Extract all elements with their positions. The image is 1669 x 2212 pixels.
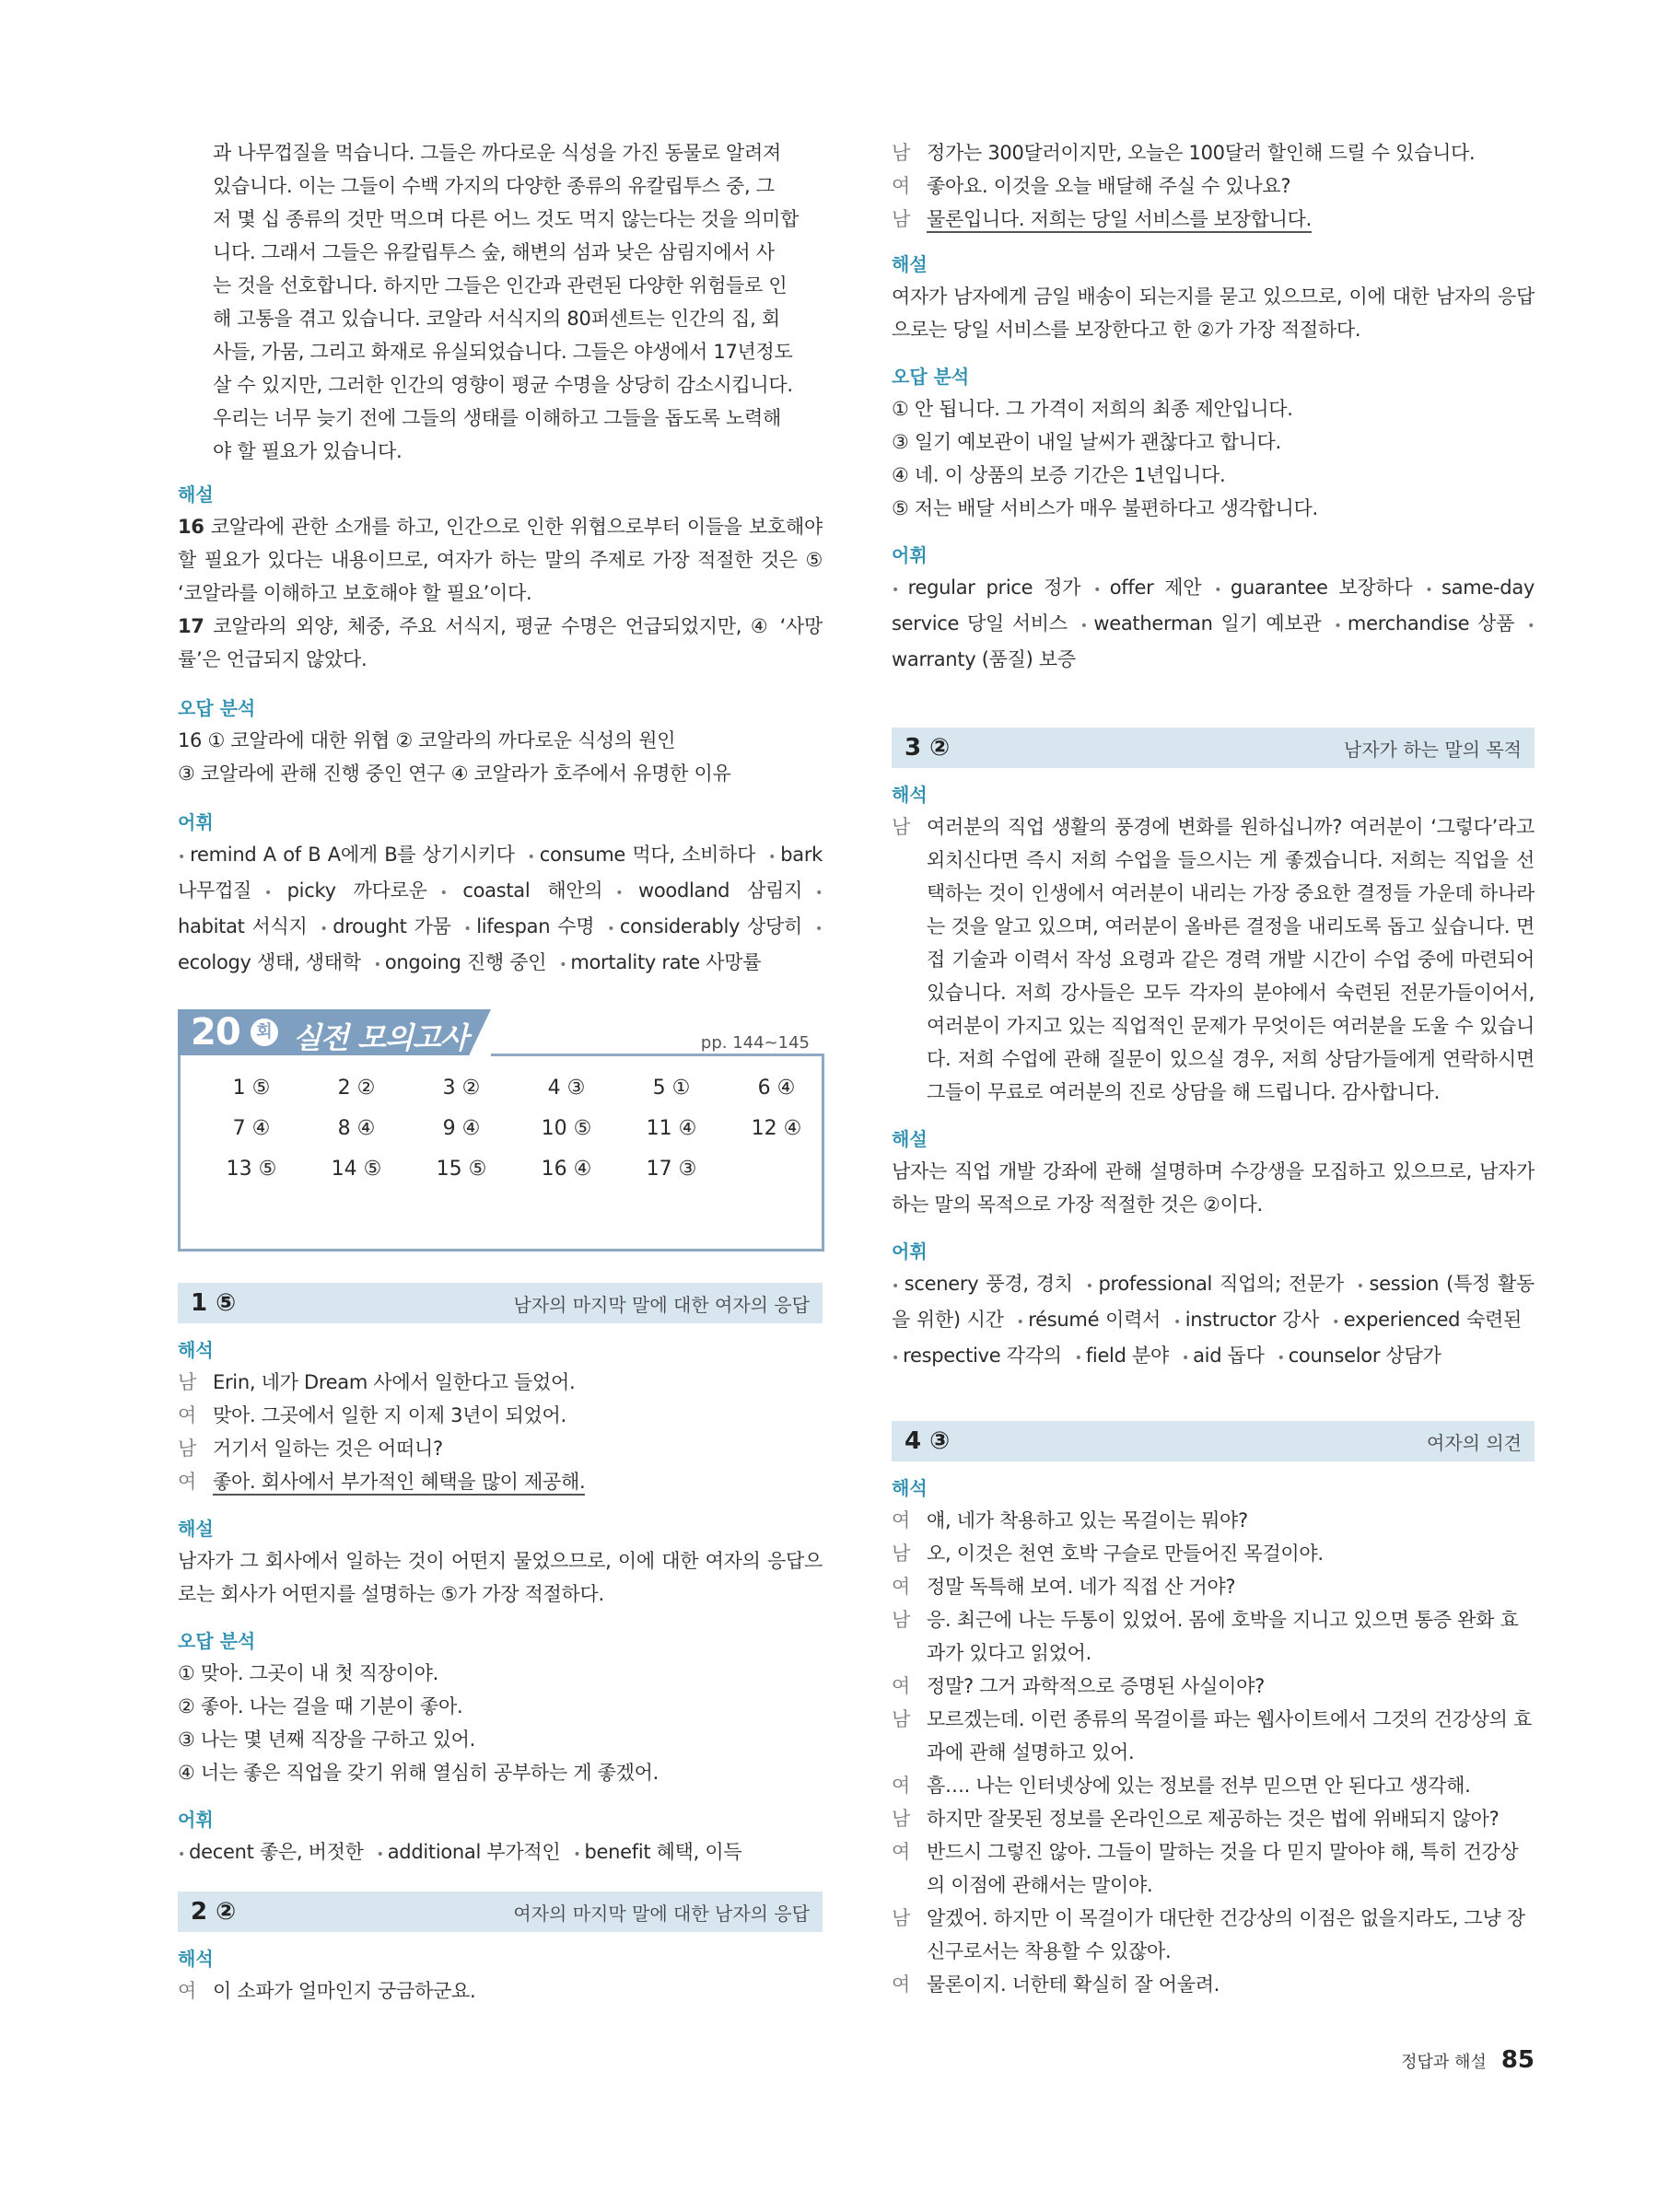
passage-line: 있습니다. 이는 그들이 수백 가지의 다양한 종류의 유칼립투스 중, 그 bbox=[213, 175, 775, 197]
vocab-item: • additional 부가적인 bbox=[377, 1841, 561, 1863]
vocab-item: • consume 먹다, 소비하다 bbox=[528, 844, 755, 866]
answer-item: 4 ③ bbox=[547, 1077, 586, 1100]
dialogue-line: 여 물론이지. 너한테 확실히 잘 어울려. bbox=[892, 1973, 1220, 1996]
dialogue-line: 여 좋아요. 이것을 오늘 배달해 주실 수 있나요? bbox=[892, 175, 1291, 197]
wrong-answer-label: 오답 분석 bbox=[178, 697, 256, 719]
question-type: 여자의 마지막 말에 대한 남자의 응답 bbox=[513, 1902, 810, 1925]
vocab-item: • woodland 삼림지 bbox=[615, 879, 802, 902]
vocab-item: • bark 나무껍질 bbox=[178, 844, 823, 902]
wrong-answer-line: 16 ① 코알라에 대한 위협 ② 코알라의 까다로운 식성의 원인 bbox=[178, 729, 676, 751]
answer-item: 16 ④ bbox=[541, 1158, 592, 1181]
passage-line: 과 나무껍질을 먹습니다. 그들은 까다로운 식성을 가진 동물로 알려져 bbox=[213, 142, 781, 164]
vocab-item: • regular price 정가 bbox=[892, 576, 1080, 599]
answer-item: 12 ④ bbox=[751, 1117, 802, 1140]
vocab-item: • decent 좋은, 버젓한 bbox=[178, 1841, 364, 1863]
question-2-bar bbox=[178, 1892, 823, 1932]
right-column bbox=[892, 136, 1535, 2001]
dialogue-line: 여 정말 독특해 보여. 네가 직접 산 거야? bbox=[892, 1576, 1236, 1598]
wrong-answer-item: ① 맞아. 그곳이 내 첫 직장이야. bbox=[178, 1662, 438, 1684]
vocab-item: • same-day service 당일 서비스 bbox=[892, 576, 1535, 634]
vocabulary-list bbox=[892, 571, 1535, 676]
dialogue-line-answer: 여 좋아. 회사에서 부가적인 혜택을 많이 제공해. bbox=[178, 1465, 823, 1498]
vocab-item: • drought 가뭄 bbox=[321, 915, 451, 937]
wrong-answer-label: 오답 분석 bbox=[178, 1630, 256, 1652]
dialogue-line: 여 얘, 네가 착용하고 있는 목걸이는 뭐야? bbox=[892, 1509, 1248, 1531]
passage-line: 우리는 너무 늦기 전에 그들의 생태를 이해하고 그들을 돕도록 노력해 bbox=[213, 407, 781, 429]
vocab-item: • ecology 생태, 생태학 bbox=[178, 915, 823, 973]
question-number: 4 ③ bbox=[905, 1427, 951, 1455]
dialogue-line: 남 하지만 잘못된 정보를 온라인으로 제공하는 것은 법에 위배되지 않아? bbox=[892, 1808, 1500, 1830]
wrong-answer-item: ⑤ 저는 배달 서비스가 매우 불편하다고 생각합니다. bbox=[892, 497, 1318, 519]
explanation-label: 해설 bbox=[178, 1518, 214, 1540]
explanation-17: 17 코알라의 외양, 체중, 주요 서식지, 평균 수명은 언급되었지만, ④ ‘사망률’은 언급되지 않았다. bbox=[178, 615, 823, 670]
vocab-item: • guarantee 보장하다 bbox=[1214, 576, 1412, 599]
question-number: 1 ⑤ bbox=[191, 1289, 237, 1317]
answer-item: 13 ⑤ bbox=[226, 1158, 277, 1181]
vocab-item: • warranty (품질) 보증 bbox=[892, 612, 1535, 670]
dialogue-line: 남 오, 이것은 천연 호박 구슬로 만들어진 목걸이야. bbox=[892, 1543, 1324, 1565]
explanation-text: 남자가 그 회사에서 일하는 것이 어떤지 물었으므로, 이에 대한 여자의 응답으로는 회사가 어떤지를 설명하는 ⑤가 가장 적절하다. bbox=[178, 1550, 823, 1605]
answer-item: 3 ② bbox=[442, 1077, 481, 1100]
question-type: 여자의 의견 bbox=[1427, 1431, 1522, 1454]
vocab-item: • counselor 상담가 bbox=[1278, 1345, 1441, 1367]
explanation-label: 해설 bbox=[892, 253, 928, 275]
answer-item: 6 ④ bbox=[757, 1077, 796, 1100]
explanation-label: 해설 bbox=[178, 483, 214, 506]
dialogue-line: 여 반드시 그렇진 않아. 그들이 말하는 것을 다 믿지 말아야 해, 특히 건강상의 이점에 관해서는 말이야. bbox=[892, 1841, 1519, 1896]
answer-item: 7 ④ bbox=[232, 1117, 271, 1140]
passage-line: 사들, 가뭄, 그리고 화재로 유실되었습니다. 그들은 야생에서 17년정도 bbox=[213, 341, 793, 363]
wrong-answer-item: ④ 너는 좋은 직업을 갖기 위해 열심히 공부하는 게 좋겠어. bbox=[178, 1762, 659, 1784]
vocabulary-label: 어휘 bbox=[178, 1809, 214, 1831]
question-number: 2 ② bbox=[191, 1898, 237, 1926]
passage-line: 살 수 있지만, 그러한 인간의 영향이 평균 수명을 상당히 감소시킵니다. bbox=[213, 374, 793, 396]
translation-label: 해석 bbox=[178, 1339, 214, 1361]
translation-label: 해석 bbox=[178, 1948, 214, 1970]
passage-continuation bbox=[178, 136, 823, 468]
vocab-item: • professional 직업의; 전문가 bbox=[1086, 1273, 1344, 1295]
page-number: 85 bbox=[1500, 2046, 1535, 2074]
answer-item: 14 ⑤ bbox=[331, 1158, 382, 1181]
vocab-item: • mortality rate 사망률 bbox=[559, 951, 761, 973]
wrong-answer-line: ③ 코알라에 관해 진행 중인 연구 ④ 코알라가 호주에서 유명한 이유 bbox=[178, 763, 731, 785]
dialogue-line: 남 알겠어. 하지만 이 목걸이가 대단한 건강상의 이점은 없을지라도, 그냥 장신구로서는 착용할 수 있잖아. bbox=[892, 1907, 1525, 1962]
dialogue-line: 남 정가는 300달러이지만, 오늘은 100달러 할인해 드릴 수 있습니다. bbox=[892, 142, 1476, 164]
wrong-answer-item: ③ 일기 예보관이 내일 날씨가 괜찮다고 합니다. bbox=[892, 431, 1281, 453]
dialogue-line: 여 이 소파가 얼마인지 궁금하군요. bbox=[178, 1980, 476, 2002]
dialogue-line: 남 모르겠는데. 이런 종류의 목걸이를 파는 웹사이트에서 그것의 건강상의 효과에 관해 설명하고 있어. bbox=[892, 1708, 1532, 1764]
passage-line: 저 몇 십 종류의 것만 먹으며 다른 어느 것도 먹지 않는다는 것을 의미합 bbox=[213, 208, 799, 230]
translation-label: 해석 bbox=[892, 784, 928, 806]
wrong-answer-label: 오답 분석 bbox=[892, 366, 970, 388]
vocabulary-list bbox=[892, 1267, 1535, 1375]
vocab-item: • field 분야 bbox=[1075, 1345, 1169, 1367]
round-badge: 회 bbox=[251, 1019, 278, 1046]
explanation-text: 여자가 남자에게 금일 배송이 되는지를 묻고 있으므로, 이에 대한 남자의 응답으로는 당일 서비스를 보장한다고 한 ②가 가장 적절하다. bbox=[892, 285, 1535, 341]
dialogue-line: 여 정말? 그거 과학적으로 증명된 사실이야? bbox=[892, 1675, 1265, 1697]
vocab-item: • remind A of B A에게 B를 상기시키다 bbox=[178, 844, 515, 866]
dialogue-line: 여 맞아. 그곳에서 일한 지 이제 3년이 되었어. bbox=[178, 1404, 566, 1426]
dialogue-line-answer: 남 물론입니다. 저희는 당일 서비스를 보장합니다. bbox=[892, 203, 1535, 236]
question-3-bar bbox=[892, 728, 1535, 768]
question-number: 3 ② bbox=[905, 734, 951, 762]
vocab-item: • experienced 숙련된 bbox=[1332, 1309, 1522, 1331]
vocab-item: • offer 제안 bbox=[1093, 576, 1201, 599]
vocab-item: • habitat 서식지 bbox=[178, 879, 823, 937]
wrong-answer-item: ① 안 됩니다. 그 가격이 저희의 최종 제안입니다. bbox=[892, 398, 1293, 420]
vocab-item: • respective 각각의 bbox=[892, 1345, 1062, 1367]
passage-line: 해 고통을 겪고 있습니다. 코알라 서식지의 80퍼센트는 인간의 집, 회 bbox=[213, 308, 780, 330]
dialogue-line: 여 흠…. 나는 인터넷상에 있는 정보를 전부 믿으면 안 된다고 생각해. bbox=[892, 1775, 1471, 1797]
answer-item: 15 ⑤ bbox=[436, 1158, 487, 1181]
answer-item: 17 ③ bbox=[646, 1158, 697, 1181]
vocab-item: • merchandise 상품 bbox=[1334, 612, 1514, 634]
dialogue-line: 남 응. 최근에 나는 두통이 있었어. 몸에 호박을 지니고 있으면 통증 완화 효과가 있다고 읽었어. bbox=[892, 1609, 1519, 1664]
answer-item: 1 ⑤ bbox=[232, 1077, 271, 1100]
answer-item: 8 ④ bbox=[337, 1117, 376, 1140]
vocab-item: • picky 까다로운 bbox=[264, 879, 427, 902]
answer-key-box bbox=[178, 1011, 824, 1252]
vocab-item: • coastal 해안의 bbox=[440, 879, 603, 902]
wrong-answer-item: ④ 네. 이 상품의 보증 기간은 1년입니다. bbox=[892, 464, 1226, 486]
answer-item: 10 ⑤ bbox=[541, 1117, 592, 1140]
explanation-text: 남자는 직업 개발 강좌에 관해 설명하며 수강생을 모집하고 있으므로, 남자가 하는 말의 목적으로 가장 적절한 것은 ②이다. bbox=[892, 1160, 1535, 1216]
vocabulary-label: 어휘 bbox=[178, 811, 214, 833]
answer-item: 9 ④ bbox=[442, 1117, 481, 1140]
question-type: 남자의 마지막 말에 대한 여자의 응답 bbox=[513, 1293, 810, 1316]
vocab-item: • scenery 풍경, 경치 bbox=[892, 1273, 1073, 1295]
vocab-item: • lifespan 수명 bbox=[464, 915, 595, 937]
vocabulary-label: 어휘 bbox=[892, 544, 928, 566]
header-rule bbox=[491, 1054, 823, 1056]
vocab-item: • instructor 강사 bbox=[1173, 1309, 1319, 1331]
translation-label: 해석 bbox=[892, 1477, 928, 1499]
test-number: 20 bbox=[191, 1011, 240, 1054]
vocab-item: • weatherman 일기 예보관 bbox=[1080, 612, 1322, 634]
passage-line: 는 것을 선호합니다. 하지만 그들은 인간과 관련된 다양한 위험들로 인 bbox=[213, 274, 788, 297]
wrong-answer-item: ② 좋아. 나는 걸을 때 기분이 좋아. bbox=[178, 1695, 463, 1717]
passage-line: 니다. 그래서 그들은 유칼립투스 숲, 해변의 섬과 낮은 삼림지에서 사 bbox=[213, 241, 775, 263]
dialogue-line: 남 거기서 일하는 것은 어떠니? bbox=[178, 1438, 443, 1460]
wrong-answer-item: ③ 나는 몇 년째 직장을 구하고 있어. bbox=[178, 1729, 475, 1751]
answer-key-header bbox=[178, 1009, 823, 1055]
passage-line: 야 할 필요가 있습니다. bbox=[213, 440, 403, 462]
vocabulary-list bbox=[178, 1835, 823, 1871]
monologue: 남 여러분의 직업 생활의 풍경에 변화를 원하십니까? 여러분이 ‘그렇다’라고 외치신다면 즉시 저희 수업을 들으시는 게 좋겠습니다. 저희는 직업을 선택하는 것이 인생에서 여러분이 내리는 가장 중요한 결정들 가운데 하나라는 것을 알고 있으며, 여러분이 올바른 결정을 내리도록 돕고 싶습니다. 면접 기술과 이력서 작성 요령과 같은 경력 개발 시간이 수업 중에 마련되어 있습니다. 저희 강사들은 모두 각자의 분야에서 숙련된 전문가들이어서, 여러분이 가지고 있는 직업적인 문제가 무엇이든 여러분을 도울 수 있습니다. 저희 수업에 관해 질문이 있으실 경우, 저희 상담가들에게 연락하시면 그들이 무료로 여러분의 진로 상담을 해 드립니다. 감사합니다. bbox=[892, 816, 1535, 1103]
left-column bbox=[178, 136, 823, 2008]
vocab-item: • résumé 이력서 bbox=[1017, 1309, 1161, 1331]
vocabulary-label: 어휘 bbox=[892, 1240, 928, 1263]
question-1-bar bbox=[178, 1283, 823, 1323]
vocabulary-list bbox=[178, 838, 823, 982]
explanation-16: 16 코알라에 관한 소개를 하고, 인간으로 인한 위협으로부터 이들을 보호해야 할 필요가 있다는 내용이므로, 여자가 하는 말의 주제로 가장 적절한 것은 ⑤ ‘코알라를 이해하고 보호해야 할 필요’이다. bbox=[178, 516, 823, 604]
answer-grid bbox=[199, 1072, 829, 1186]
answer-item: 5 ① bbox=[652, 1077, 691, 1100]
page-range: pp. 144~145 bbox=[700, 1033, 810, 1053]
answer-item: 11 ④ bbox=[646, 1117, 697, 1140]
vocab-item: • ongoing 진행 중인 bbox=[374, 951, 547, 973]
question-type: 남자가 하는 말의 목적 bbox=[1344, 738, 1522, 761]
question-4-bar bbox=[892, 1421, 1535, 1461]
vocab-item: • considerably 상당히 bbox=[607, 915, 802, 937]
explanation-label: 해설 bbox=[892, 1128, 928, 1150]
dialogue-line: 남 Erin, 네가 Dream 사에서 일한다고 들었어. bbox=[178, 1371, 576, 1393]
footer-label: 정답과 해설 bbox=[1401, 2053, 1487, 2072]
test-title: 실전 모의고사 bbox=[293, 1020, 468, 1055]
vocab-item: • benefit 혜택, 이득 bbox=[573, 1841, 741, 1863]
vocab-item: • aid 돕다 bbox=[1182, 1345, 1265, 1367]
answer-item: 2 ② bbox=[337, 1077, 376, 1100]
vocab-item: • session (특정 활동을 위한) 시간 bbox=[892, 1273, 1535, 1331]
page-footer bbox=[1401, 2046, 1535, 2074]
